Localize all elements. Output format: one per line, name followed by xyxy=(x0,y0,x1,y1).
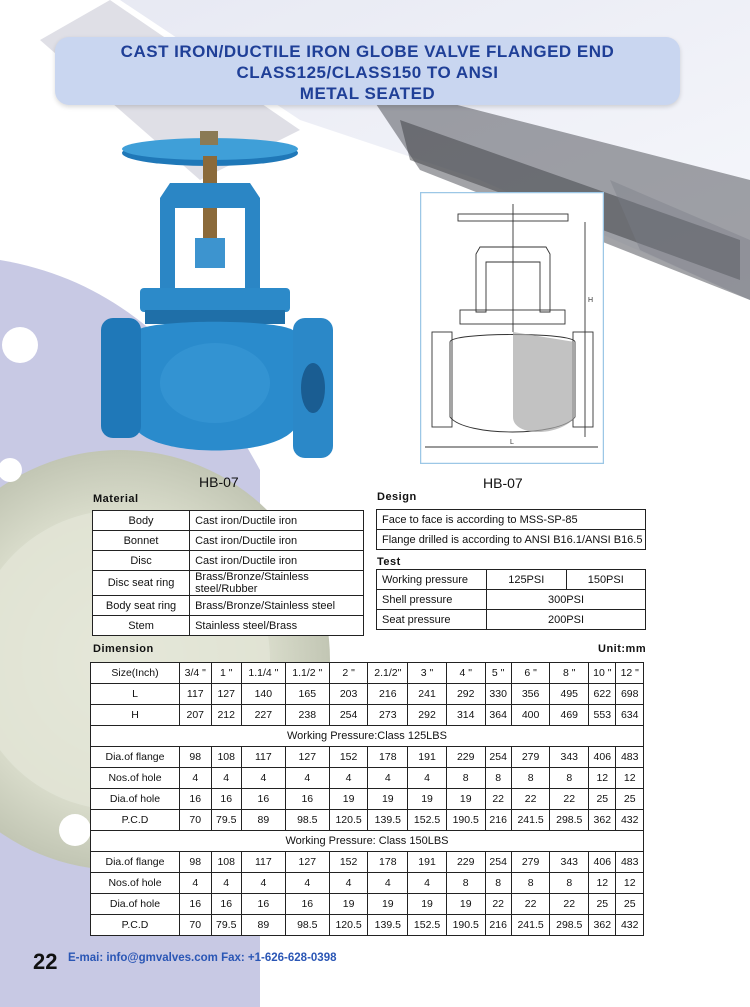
table-row: Disc Cast iron/Ductile iron xyxy=(93,551,364,571)
photo-caption: HB-07 xyxy=(199,474,239,490)
table-row: Flange drilled is according to ANSI B16.1/ANSI B16.5 xyxy=(377,530,646,550)
table-row: Dia.of hole 16 16 16 16 19 19 19 19 22 22 22 25 25 xyxy=(91,894,644,915)
material-label: Material xyxy=(93,493,139,505)
table-row: Nos.of hole 4 4 4 4 4 4 4 8 8 8 8 12 12 xyxy=(91,873,644,894)
dimension-label: Dimension xyxy=(93,643,154,655)
table-row: Seat pressure 200PSI xyxy=(377,610,646,630)
table-row: Nos.of hole 4 4 4 4 4 4 4 8 8 8 8 12 12 xyxy=(91,768,644,789)
valve-photo xyxy=(95,128,335,478)
table-row: Size(Inch) 3/4 " 1 " 1.1/4 " 1.1/2 " 2 " 2.1/2" 3 " 4 " 5 " 6 " 8 " 10 " 12 " xyxy=(91,663,644,684)
test-table xyxy=(376,569,646,630)
drawing-caption: HB-07 xyxy=(483,475,523,491)
test-label: Test xyxy=(377,556,401,568)
table-row: Stem Stainless steel/Brass xyxy=(93,616,364,636)
table-row: Dia.of flange 98 108 117 127 152 178 191 229 254 279 343 406 483 xyxy=(91,747,644,768)
title-line-2: CLASS125/CLASS150 TO ANSI xyxy=(236,63,499,82)
title-line-3: METAL SEATED xyxy=(299,84,436,103)
table-row: P.C.D 70 79.5 89 98.5 120.5 139.5 152.5 190.5 216 241.5 298.5 362 432 xyxy=(91,810,644,831)
contact-info: E-mai: info@gmvalves.com Fax: +1-626-628-0398 xyxy=(68,952,337,964)
design-label: Design xyxy=(377,491,417,503)
material-table xyxy=(92,510,364,636)
table-row: Body seat ring Brass/Bronze/Stainless steel xyxy=(93,596,364,616)
table-row: Working pressure 125PSI 150PSI xyxy=(377,570,646,590)
title-line-1: CAST IRON/DUCTILE IRON GLOBE VALVE FLANGED END xyxy=(120,42,615,61)
drawing-label-h: H xyxy=(588,297,594,304)
drawing-label-l: L xyxy=(510,439,514,446)
title-banner xyxy=(55,37,680,105)
unit-label: Unit:mm xyxy=(598,643,647,655)
table-row: P.C.D 70 79.5 89 98.5 120.5 139.5 152.5 190.5 216 241.5 298.5 362 432 xyxy=(91,915,644,936)
table-row: Working Pressure: Class 150LBS xyxy=(91,831,644,852)
page-number: 22 xyxy=(33,949,58,974)
design-table xyxy=(376,509,646,550)
table-row: Face to face is according to MSS-SP-85 xyxy=(377,510,646,530)
dimension-table xyxy=(90,662,644,936)
table-row: L 117 127 140 165 203 216 241 292 330 356 495 622 698 xyxy=(91,684,644,705)
table-row: Body Cast iron/Ductile iron xyxy=(93,511,364,531)
table-row: Dia.of flange 98 108 117 127 152 178 191 229 254 279 343 406 483 xyxy=(91,852,644,873)
table-row: H 207 212 227 238 254 273 292 314 364 400 469 553 634 xyxy=(91,705,644,726)
table-row: Disc seat ring Brass/Bronze/Stainless steel/Rubber xyxy=(93,571,364,596)
table-row: Dia.of hole 16 16 16 16 19 19 19 19 22 22 22 25 25 xyxy=(91,789,644,810)
table-row: Shell pressure 300PSI xyxy=(377,590,646,610)
table-row: Working Pressure:Class 125LBS xyxy=(91,726,644,747)
valve-drawing xyxy=(420,192,604,464)
table-row: Bonnet Cast iron/Ductile iron xyxy=(93,531,364,551)
